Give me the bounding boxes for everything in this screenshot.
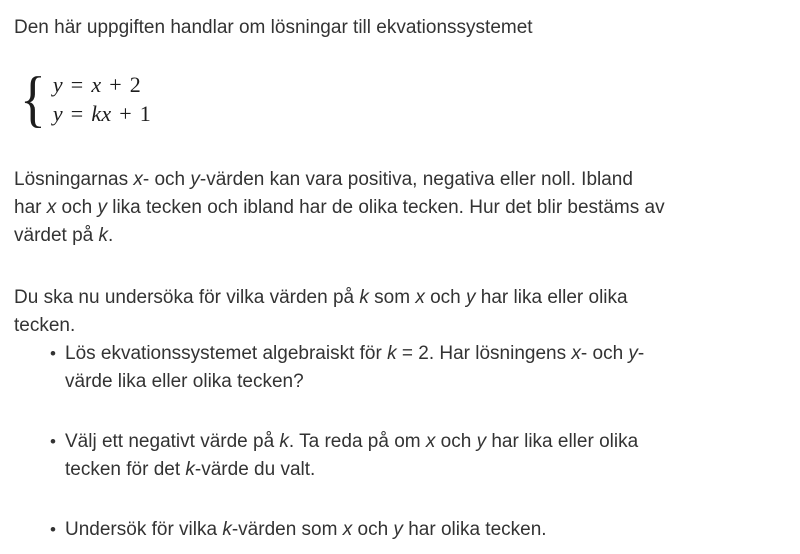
- math-variable: kx: [91, 101, 112, 126]
- text-segment: och: [435, 431, 477, 452]
- bullet-list: [14, 340, 786, 544]
- text-segment: har: [14, 197, 47, 218]
- bullet-marker: •: [50, 432, 56, 451]
- math-variable: x: [91, 72, 102, 97]
- text-line: [65, 368, 644, 396]
- math-variable: y: [466, 287, 476, 308]
- text-segment: som: [368, 287, 416, 308]
- bullet-item-negative-k: [50, 428, 786, 484]
- paragraph-task: [14, 284, 786, 340]
- math-variable: k: [359, 287, 369, 308]
- math-variable: y: [393, 519, 403, 540]
- text-line: [14, 17, 533, 38]
- paragraph-solutions: [14, 166, 786, 250]
- math-variable: k: [387, 343, 397, 364]
- text-segment: = 2. Har lösningens: [396, 343, 572, 364]
- text-line: [14, 169, 633, 190]
- text-segment: värde lika eller olika tecken?: [65, 371, 304, 392]
- text-segment: Välj ett negativt värde på: [65, 431, 280, 452]
- text-segment: tecken.: [14, 315, 76, 336]
- bullet-item-lines: [65, 428, 638, 484]
- text-line: [65, 428, 638, 456]
- math-variable: x: [133, 169, 143, 190]
- text-line: [14, 197, 665, 218]
- equation-system: [20, 64, 786, 134]
- text-segment: -värden som: [231, 519, 343, 540]
- math-variable: x: [342, 519, 353, 540]
- bullet-item-solve-k2: [50, 340, 786, 396]
- text-segment: värdet på: [14, 225, 99, 246]
- text-segment: har lika eller olika: [475, 287, 628, 308]
- math-variable: k: [98, 225, 108, 246]
- math-variable: y: [52, 101, 63, 126]
- intro-paragraph: [14, 14, 786, 42]
- math-variable: y: [628, 343, 638, 364]
- text-segment: .: [108, 225, 114, 246]
- math-variable: k: [222, 519, 232, 540]
- math-variable: x: [571, 343, 581, 364]
- text-segment: -värden kan vara positiva, negativa eller noll. Ibland: [199, 169, 633, 190]
- text-segment: -: [637, 343, 645, 364]
- bullet-marker: •: [50, 344, 56, 363]
- math-variable: y: [52, 72, 63, 97]
- equation-line-2: [53, 99, 151, 128]
- text-segment: Du ska nu undersöka för vilka värden på: [14, 287, 360, 308]
- text-segment: och: [424, 287, 467, 308]
- math-variable: k: [185, 459, 195, 480]
- math-variable: y: [190, 169, 200, 190]
- text-segment: -värde du valt.: [194, 459, 316, 480]
- text-segment: har lika eller olika: [486, 431, 639, 452]
- text-segment: och: [56, 197, 98, 218]
- bullet-marker: •: [50, 520, 56, 539]
- text-line: [65, 516, 547, 544]
- text-segment: - och: [142, 169, 191, 190]
- equation-line-1: [53, 70, 151, 99]
- text-segment: lika tecken och ibland har de olika tecken. Hur det blir bestäms av: [106, 197, 665, 218]
- text-line: [14, 225, 113, 246]
- bullet-item-lines: [65, 516, 547, 544]
- text-segment: har olika tecken.: [402, 519, 547, 540]
- text-segment: - och: [580, 343, 629, 364]
- equation-lines: [53, 70, 151, 128]
- text-line: [65, 340, 644, 368]
- math-variable: x: [46, 197, 57, 218]
- equation-brace: {: [20, 64, 46, 134]
- text-line: [65, 456, 638, 484]
- text-segment: och: [352, 519, 394, 540]
- text-line: [14, 315, 75, 336]
- text-segment: + 1: [111, 101, 152, 126]
- math-variable: x: [415, 287, 425, 308]
- text-segment: Undersök för vilka: [65, 519, 223, 540]
- text-segment: Lös ekvationssystemet algebraiskt för: [65, 343, 388, 364]
- text-segment: =: [63, 72, 92, 97]
- text-segment: + 2: [101, 72, 141, 97]
- text-line: [14, 287, 628, 308]
- bullet-item-lines: [65, 340, 644, 396]
- text-segment: Lösningarnas: [14, 169, 134, 190]
- math-variable: x: [425, 431, 436, 452]
- bullet-item-investigate-k: [50, 516, 786, 544]
- text-segment: =: [63, 101, 92, 126]
- math-variable: y: [476, 431, 487, 452]
- math-variable: y: [97, 197, 107, 218]
- text-segment: tecken för det: [65, 459, 186, 480]
- math-variable: k: [279, 431, 289, 452]
- text-segment: Den här uppgiften handlar om lösningar till ekvationssystemet: [14, 17, 533, 38]
- text-segment: . Ta reda på om: [288, 431, 426, 452]
